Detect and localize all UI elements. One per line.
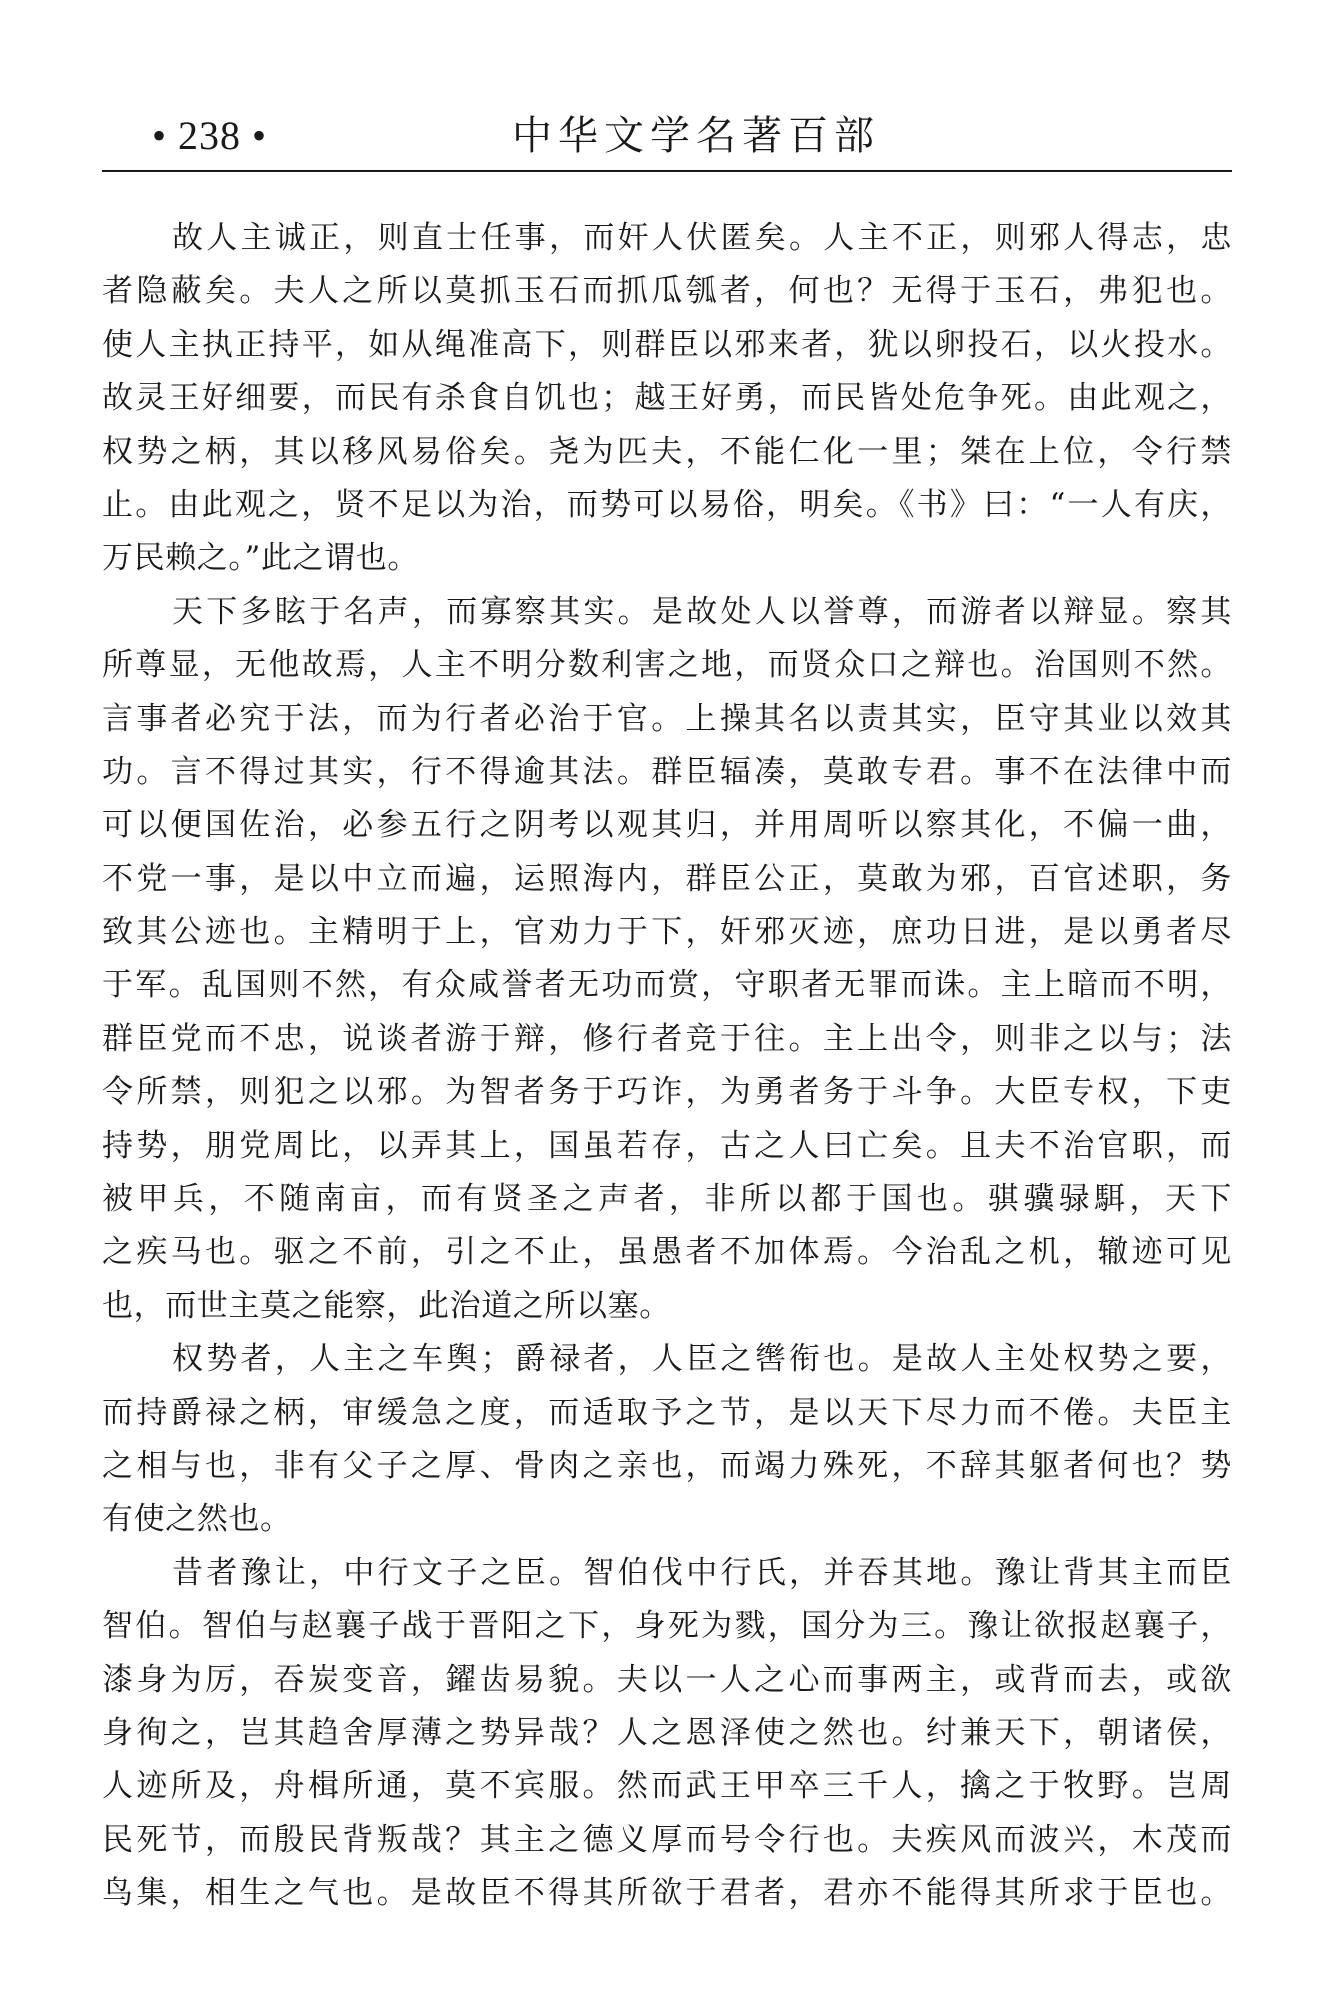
text-line: 万民赖之。”此之谓也。 <box>102 540 419 577</box>
text-line: 天下多眩于名声，而寡察其实。是故处人以誉尊，而游者以辩显。察其 <box>172 593 1232 630</box>
text-line: 昔者豫让，中行文子之臣。智伯伐中行氏，并吞其地。豫让背其主而臣 <box>172 1554 1232 1591</box>
text-line: 所尊显，无他故焉，人主不明分数利害之地，而贤众口之辩也。治国则不然。 <box>102 647 1232 684</box>
text-line: 权势之柄，其以移风易俗矣。尧为匹夫，不能仁化一里；桀在上位，令行禁 <box>102 433 1232 470</box>
page-number: • 238 • <box>152 113 268 158</box>
text-line: 之疾马也。驱之不前，引之不止，虽愚者不加体焉。今治乱之机，辙迹可见 <box>102 1234 1232 1271</box>
text-line: 不党一事，是以中立而遍，运照海内，群臣公正，莫敢为邪，百官述职，务 <box>102 860 1232 897</box>
text-line: 被甲兵，不随南亩，而有贤圣之声者，非所以都于国也。骐骥𫘧駬，天下 <box>102 1181 1232 1218</box>
text-line: 可以便国佐治，必参五行之阴考以观其归，并用周听以察其化，不偏一曲， <box>102 807 1232 844</box>
text-line: 持势，朋党周比，以弄其上，国虽若存，古之人曰亡矣。且夫不治官职，而 <box>102 1127 1232 1164</box>
text-line: 人迹所及，舟楫所通，莫不宾服。然而武王甲卒三千人，擒之于牧野。岂周 <box>102 1768 1232 1805</box>
text-line: 致其公迹也。主精明于上，官劝力于下，奸邪灭迹，庶功日进，是以勇者尽 <box>102 914 1232 951</box>
text-line: 民死节，而殷民背叛哉？其主之德义厚而号令行也。夫疾风而波兴，木茂而 <box>102 1821 1232 1858</box>
text-line: 身徇之，岂其趋舍厚薄之势异哉？人之恩泽使之然也。纣兼天下，朝诸侯， <box>102 1714 1232 1751</box>
page-header <box>102 108 1232 172</box>
text-line: 有使之然也。 <box>102 1501 292 1538</box>
text-line: 言事者必究于法，而为行者必治于官。上操其名以责其实，臣守其业以效其 <box>102 700 1232 737</box>
text-line: 权势者，人主之车舆；爵禄者，人臣之辔衔也。是故人主处权势之要， <box>172 1341 1232 1378</box>
text-line: 之相与也，非有父子之厚、骨肉之亲也，而竭力殊死，不辞其躯者何也？势 <box>102 1447 1232 1484</box>
text-line: 功。言不得过其实，行不得逾其法。群臣辐凑，莫敢专君。事不在法律中而 <box>102 753 1232 790</box>
text-line: 漆身为厉，吞炭变音，鑃齿易貌。夫以一人之心而事两主，或背而去，或欲 <box>102 1661 1232 1698</box>
text-line: 者隐蔽矣。夫人之所以莫抓玉石而抓瓜瓠者，何也？无得于玉石，弗犯也。 <box>102 273 1232 310</box>
book-title: 中华文学名著百部 <box>512 113 880 159</box>
text-line: 令所禁，则犯之以邪。为智者务于巧诈，为勇者务于斗争。大臣专权，下吏 <box>102 1074 1232 1111</box>
text-line: 故灵王好细要，而民有杀食自饥也；越王好勇，而民皆处危争死。由此观之， <box>102 380 1232 417</box>
text-line: 而持爵禄之柄，审缓急之度，而适取予之节，是以天下尽力而不倦。夫臣主 <box>102 1394 1232 1431</box>
text-line: 故人主诚正，则直士任事，而奸人伏匿矣。人主不正，则邪人得志，忠 <box>172 220 1232 256</box>
text-line: 智伯。智伯与赵襄子战于晋阳之下，身死为戮，国分为三。豫让欲报赵襄子， <box>102 1608 1232 1645</box>
text-line: 止。由此观之，贤不足以为治，而势可以易俗，明矣。《书》曰：“一人有庆， <box>102 486 1232 523</box>
text-line: 鸟集，相生之气也。是故臣不得其所欲于君者，君亦不能得其所求于臣也。 <box>102 1875 1232 1912</box>
header-divider <box>102 170 1232 172</box>
text-line: 群臣党而不忠，说谈者游于辩，修行者竞于往。主上出令，则非之以与；法 <box>102 1020 1232 1057</box>
text-line: 使人主执正持平，如从绳准高下，则群臣以邪来者，犹以卵投石，以火投水。 <box>102 326 1232 363</box>
body-text <box>102 212 1232 1921</box>
text-line: 也，而世主莫之能察，此治道之所以塞。 <box>102 1287 671 1324</box>
text-line: 于军。乱国则不然，有众咸誉者无功而赏，守职者无罪而诛。主上暗而不明， <box>102 967 1232 1004</box>
